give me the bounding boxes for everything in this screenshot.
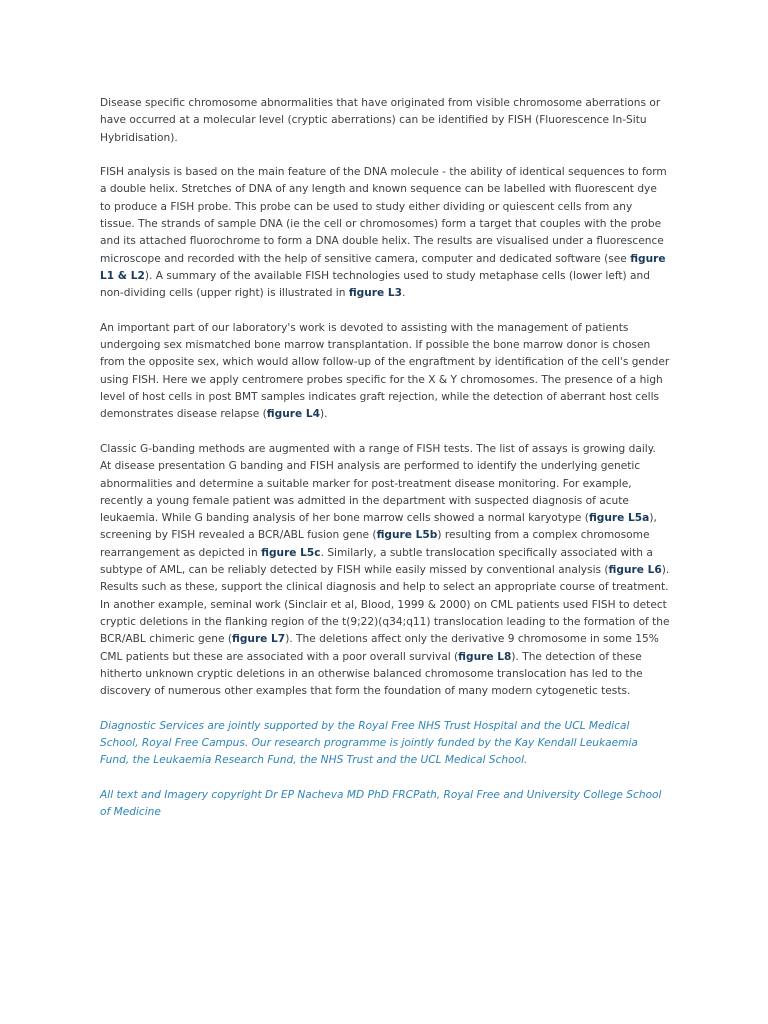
paragraph-text: ). The detection of these hitherto unknown cryptic deletions in an otherwise balanced chromosome translocation has led to the discovery of numerous other examples that form the foundation of many modern cytogenetic tests. [100,650,643,698]
figure-reference: figure L5a [588,512,650,525]
figure-reference: figure L7 [231,633,286,646]
paragraph-1 [100,95,670,147]
funding-note: Diagnostic Services are jointly supported by the Royal Free NHS Trust Hospital and the UCL Medical School, Royal Free Campus. Our research programme is jointly funded by the Kay Kendall Leukaemia Fund, the Leukaemia Research Fund, the NHS Trust and the UCL Medical School. [100,719,638,767]
figure-reference: figure L3 [348,287,403,300]
figure-reference: figure L5b [376,529,438,542]
paragraph-text: ). [319,408,328,421]
paragraph-text: ). Results such as these, support the clinical diagnosis and help to select an appropriate course of treatment. In another example, seminal work (Sinclair et al, Blood, 1999 & 2000) on CML patients used FISH to detect cryptic deletions in the flanking region of the t(9;22)(q34;q11) translocation leading to the formation of the BCR/ABL chimeric gene ( [100,564,670,646]
copyright-note: All text and Imagery copyright Dr EP Nacheva MD PhD FRCPath, Royal Free and University College School of Medicine [100,788,662,819]
paragraph-text: ). The deletions affect only the derivative 9 chromosome in some 15% CML patients but these are associated with a poor overall survival ( [100,633,659,663]
paragraph-text: ), screening by FISH revealed a BCR/ABL fusion gene ( [100,512,657,542]
paragraph-text: FISH analysis is based on the main feature of the DNA molecule - the ability of identical sequences to form a double helix. Stretches of DNA of any length and known sequence can be labelled with fluorescent dye to produce a FISH probe. This probe can be used to study either dividing or quiescent cells from any tissue. The strands of sample DNA (ie the cell or chromosomes) form a target that couples with the probe and its attached fluorochrome to form a DNA double helix. The results are visualised under a fluorescence microscope and recorded with the help of sensitive camera, computer and dedicated software (see [100,166,667,265]
paragraph-text: Classic G-banding methods are augmented with a range of FISH tests. The list of assays is growing daily. At disease presentation G banding and FISH analysis are performed to identify the underlying genetic abnormalities and determine a suitable marker for post-treatment disease monitoring. For example, recently a young female patient was admitted in the department with suspected diagnosis of acute leukaemia. While G banding analysis of her bone marrow cells showed a normal karyotype ( [100,442,656,525]
figure-reference: figure L8 [458,650,512,663]
paragraph-text: An important part of our laboratory's work is devoted to assisting with the management of patients undergoing sex mismatched bone marrow transplantation. If possible the bone marrow donor is chosen from the opposite sex, which would allow follow-up of the engraftment by identification of the cell's gender using FISH. Here we apply centromere probes specific for the X & Y chromosomes. The presence of a high level of host cells in post BMT samples indicates graft rejection, while the detection of aberrant host cells demonstrates disease relapse ( [100,321,670,421]
paragraph-text: ) resulting from a complex chromosome rearrangement as depicted in [100,529,650,559]
figure-reference: figure L5c [261,546,321,559]
figure-reference: figure L4 [266,408,320,421]
paragraphs [100,95,670,700]
paragraph-text: Disease specific chromosome abnormalities that have originated from visible chromosome aberrations or have occurred at a molecular level (cryptic aberrations) can be identified by FISH (Fluorescence In-Situ Hybridisation). [100,97,661,144]
footnotes [100,718,670,822]
paragraph-4 [100,441,670,700]
paragraph-text: . [402,287,406,300]
paragraph-text: . Similarly, a subtle translocation specifically associated with a subtype of AML, can be reliably detected by FISH while easily missed by conventional analysis ( [100,546,653,577]
paragraph-2 [100,164,670,302]
figure-reference: figure L1 & L2 [100,252,666,282]
figure-reference: figure L6 [608,564,662,577]
paragraph-3 [100,320,670,424]
paragraph-text: ). A summary of the available FISH technologies used to study metaphase cells (lower left) and non-dividing cells (upper right) is illustrated in [100,269,650,300]
document-body [100,95,670,839]
